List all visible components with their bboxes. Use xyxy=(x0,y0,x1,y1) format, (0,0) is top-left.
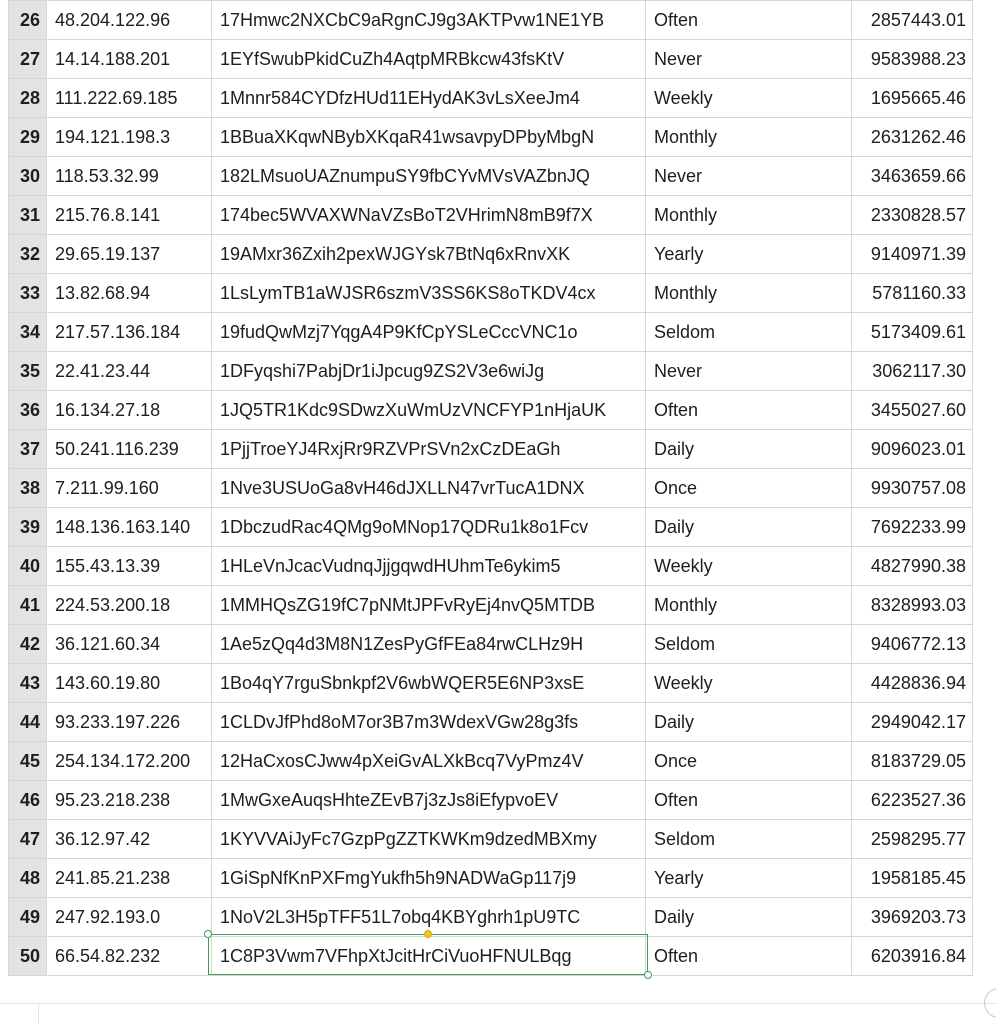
ip-cell[interactable]: 36.121.60.34 xyxy=(47,625,212,664)
row-number[interactable]: 49 xyxy=(9,898,47,937)
amount-cell[interactable]: 7692233.99 xyxy=(852,508,973,547)
row-number[interactable]: 39 xyxy=(9,508,47,547)
footer-divider xyxy=(0,1003,996,1004)
address-cell[interactable]: 1DbczudRac4QMg9oMNop17QDRu1k8o1Fcv xyxy=(212,508,646,547)
selection-handle-bottom-right[interactable] xyxy=(644,971,652,979)
ip-cell[interactable]: 36.12.97.42 xyxy=(47,820,212,859)
address-cell[interactable]: 1LsLymTB1aWJSR6szmV3SS6KS8oTKDV4cx xyxy=(212,274,646,313)
ip-cell[interactable]: 155.43.13.39 xyxy=(47,547,212,586)
table-row xyxy=(9,859,973,898)
row-number[interactable]: 46 xyxy=(9,781,47,820)
address-cell[interactable]: 1NoV2L3H5pTFF51L7obq4KBYghrh1pU9TC xyxy=(212,898,646,937)
table-row xyxy=(9,547,973,586)
address-cell[interactable]: 12HaCxosCJww4pXeiGvALXkBcq7VyPmz4V xyxy=(212,742,646,781)
frequency-cell[interactable]: Seldom xyxy=(646,313,852,352)
ip-cell[interactable]: 50.241.116.239 xyxy=(47,430,212,469)
table-row xyxy=(9,469,973,508)
row-number[interactable]: 27 xyxy=(9,40,47,79)
amount-cell[interactable]: 9096023.01 xyxy=(852,430,973,469)
frequency-cell[interactable]: Never xyxy=(646,352,852,391)
frequency-cell[interactable]: Monthly xyxy=(646,274,852,313)
table-row xyxy=(9,430,973,469)
amount-cell[interactable]: 9930757.08 xyxy=(852,469,973,508)
address-cell[interactable]: 17Hmwc2NXCbC9aRgnCJ9g3AKTPvw1NE1YB xyxy=(212,1,646,40)
table-row xyxy=(9,157,973,196)
ip-cell[interactable]: 224.53.200.18 xyxy=(47,586,212,625)
address-cell[interactable]: 1Ae5zQq4d3M8N1ZesPyGfFEa84rwCLHz9H xyxy=(212,625,646,664)
frequency-cell[interactable]: Daily xyxy=(646,430,852,469)
row-number[interactable]: 47 xyxy=(9,820,47,859)
ip-cell[interactable]: 22.41.23.44 xyxy=(47,352,212,391)
amount-cell[interactable]: 4428836.94 xyxy=(852,664,973,703)
frequency-cell[interactable]: Seldom xyxy=(646,625,852,664)
frequency-cell[interactable]: Seldom xyxy=(646,820,852,859)
address-cell[interactable]: 1DFyqshi7PabjDr1iJpcug9ZS2V3e6wiJg xyxy=(212,352,646,391)
selection-handle-top-left[interactable] xyxy=(204,930,212,938)
address-cell[interactable]: 1KYVVAiJyFc7GzpPgZZTKWKm9dzedMBXmy xyxy=(212,820,646,859)
row-number[interactable]: 48 xyxy=(9,859,47,898)
table-row xyxy=(9,586,973,625)
amount-cell[interactable]: 9140971.39 xyxy=(852,235,973,274)
ip-cell[interactable]: 148.136.163.140 xyxy=(47,508,212,547)
address-cell[interactable]: 1JQ5TR1Kdc9SDwzXuWmUzVNCFYP1nHjaUK xyxy=(212,391,646,430)
amount-cell[interactable]: 9583988.23 xyxy=(852,40,973,79)
address-cell[interactable]: 19fudQwMzj7YqgA4P9KfCpYSLeCccVNC1o xyxy=(212,313,646,352)
table-row xyxy=(9,820,973,859)
frequency-cell[interactable]: Monthly xyxy=(646,586,852,625)
frequency-cell[interactable]: Often xyxy=(646,937,852,976)
table-row xyxy=(9,703,973,742)
ip-cell[interactable]: 217.57.136.184 xyxy=(47,313,212,352)
table-row xyxy=(9,196,973,235)
address-cell[interactable]: 182LMsuoUAZnumpuSY9fbCYvMVsVAZbnJQ xyxy=(212,157,646,196)
amount-cell[interactable]: 6223527.36 xyxy=(852,781,973,820)
footer-tab-separator xyxy=(38,1004,39,1024)
frequency-cell[interactable]: Daily xyxy=(646,508,852,547)
spreadsheet-grid[interactable] xyxy=(8,0,973,976)
amount-cell[interactable]: 8183729.05 xyxy=(852,742,973,781)
table-row xyxy=(9,79,973,118)
ip-cell[interactable]: 215.76.8.141 xyxy=(47,196,212,235)
amount-cell[interactable]: 3455027.60 xyxy=(852,391,973,430)
ip-cell[interactable]: 29.65.19.137 xyxy=(47,235,212,274)
frequency-cell[interactable]: Yearly xyxy=(646,859,852,898)
address-cell[interactable]: 1C8P3Vwm7VFhpXtJcitHrCiVuoHFNULBqg xyxy=(212,937,646,976)
ip-cell[interactable]: 7.211.99.160 xyxy=(47,469,212,508)
table-row xyxy=(9,313,973,352)
ip-cell[interactable]: 14.14.188.201 xyxy=(47,40,212,79)
ip-cell[interactable]: 254.134.172.200 xyxy=(47,742,212,781)
row-number[interactable]: 40 xyxy=(9,547,47,586)
row-number[interactable]: 34 xyxy=(9,313,47,352)
address-cell[interactable]: 1PjjTroeYJ4RxjRr9RZVPrSVn2xCzDEaGh xyxy=(212,430,646,469)
table-row xyxy=(9,274,973,313)
row-number[interactable]: 36 xyxy=(9,391,47,430)
frequency-cell[interactable]: Weekly xyxy=(646,664,852,703)
frequency-cell[interactable]: Often xyxy=(646,781,852,820)
frequency-cell[interactable]: Monthly xyxy=(646,196,852,235)
frequency-cell[interactable]: Often xyxy=(646,1,852,40)
table-row xyxy=(9,1,973,40)
amount-cell[interactable]: 1958185.45 xyxy=(852,859,973,898)
frequency-cell[interactable]: Daily xyxy=(646,898,852,937)
table-row xyxy=(9,742,973,781)
row-number[interactable]: 31 xyxy=(9,196,47,235)
amount-cell[interactable]: 2598295.77 xyxy=(852,820,973,859)
address-cell[interactable]: 1MMHQsZG19fC7pNMtJPFvRyEj4nvQ5MTDB xyxy=(212,586,646,625)
table-row xyxy=(9,625,973,664)
frequency-cell[interactable]: Often xyxy=(646,391,852,430)
amount-cell[interactable]: 2949042.17 xyxy=(852,703,973,742)
address-cell[interactable]: 1Nve3USUoGa8vH46dJXLLN47vrTucA1DNX xyxy=(212,469,646,508)
row-number[interactable]: 26 xyxy=(9,1,47,40)
ip-cell[interactable]: 48.204.122.96 xyxy=(47,1,212,40)
row-number[interactable]: 35 xyxy=(9,352,47,391)
ip-cell[interactable]: 194.121.198.3 xyxy=(47,118,212,157)
address-cell[interactable]: 19AMxr36Zxih2pexWJGYsk7BtNq6xRnvXK xyxy=(212,235,646,274)
row-number[interactable]: 45 xyxy=(9,742,47,781)
address-cell[interactable]: 1CLDvJfPhd8oM7or3B7m3WdexVGw28g3fs xyxy=(212,703,646,742)
address-cell[interactable]: 1BBuaXKqwNBybXKqaR41wsavpyDPbyMbgN xyxy=(212,118,646,157)
amount-cell[interactable]: 4827990.38 xyxy=(852,547,973,586)
amount-cell[interactable]: 2330828.57 xyxy=(852,196,973,235)
row-number[interactable]: 33 xyxy=(9,274,47,313)
amount-cell[interactable]: 3463659.66 xyxy=(852,157,973,196)
amount-cell[interactable]: 2857443.01 xyxy=(852,1,973,40)
ip-cell[interactable]: 111.222.69.185 xyxy=(47,79,212,118)
frequency-cell[interactable]: Weekly xyxy=(646,547,852,586)
row-number[interactable]: 30 xyxy=(9,157,47,196)
row-number[interactable]: 43 xyxy=(9,664,47,703)
row-number[interactable]: 42 xyxy=(9,625,47,664)
ip-cell[interactable]: 95.23.218.238 xyxy=(47,781,212,820)
address-cell[interactable]: 1Bo4qY7rguSbnkpf2V6wbWQER5E6NP3xsE xyxy=(212,664,646,703)
row-number[interactable]: 44 xyxy=(9,703,47,742)
address-cell[interactable]: 1EYfSwubPkidCuZh4AqtpMRBkcw43fsKtV xyxy=(212,40,646,79)
row-number[interactable]: 50 xyxy=(9,937,47,976)
row-number[interactable]: 32 xyxy=(9,235,47,274)
address-cell[interactable]: 174bec5WVAXWNaVZsBoT2VHrimN8mB9f7X xyxy=(212,196,646,235)
ip-cell[interactable]: 118.53.32.99 xyxy=(47,157,212,196)
table-row xyxy=(9,781,973,820)
frequency-cell[interactable]: Weekly xyxy=(646,79,852,118)
frequency-cell[interactable]: Yearly xyxy=(646,235,852,274)
ip-cell[interactable]: 16.134.27.18 xyxy=(47,391,212,430)
ip-cell[interactable]: 247.92.193.0 xyxy=(47,898,212,937)
table-row xyxy=(9,40,973,79)
amount-cell[interactable]: 2631262.46 xyxy=(852,118,973,157)
amount-cell[interactable]: 6203916.84 xyxy=(852,937,973,976)
row-number[interactable]: 38 xyxy=(9,469,47,508)
amount-cell[interactable]: 3969203.73 xyxy=(852,898,973,937)
amount-cell[interactable]: 1695665.46 xyxy=(852,79,973,118)
frequency-cell[interactable]: Never xyxy=(646,157,852,196)
frequency-cell[interactable]: Monthly xyxy=(646,118,852,157)
frequency-cell[interactable]: Once xyxy=(646,742,852,781)
row-number[interactable]: 28 xyxy=(9,79,47,118)
ip-cell[interactable]: 93.233.197.226 xyxy=(47,703,212,742)
table-row xyxy=(9,391,973,430)
address-cell[interactable]: 1GiSpNfKnPXFmgYukfh5h9NADWaGp117j9 xyxy=(212,859,646,898)
amount-cell[interactable]: 8328993.03 xyxy=(852,586,973,625)
cell-selection-border xyxy=(208,934,648,975)
amount-cell[interactable]: 3062117.30 xyxy=(852,352,973,391)
selection-handle-top-mid[interactable] xyxy=(424,930,432,938)
amount-cell[interactable]: 5173409.61 xyxy=(852,313,973,352)
row-number[interactable]: 37 xyxy=(9,430,47,469)
amount-cell[interactable]: 5781160.33 xyxy=(852,274,973,313)
table-row xyxy=(9,235,973,274)
frequency-cell[interactable]: Never xyxy=(646,40,852,79)
frequency-cell[interactable]: Once xyxy=(646,469,852,508)
row-number[interactable]: 29 xyxy=(9,118,47,157)
row-number[interactable]: 41 xyxy=(9,586,47,625)
table-row xyxy=(9,664,973,703)
address-cell[interactable]: 1MwGxeAuqsHhteZEvB7j3zJs8iEfypvoEV xyxy=(212,781,646,820)
resize-corner-icon[interactable] xyxy=(984,988,996,1018)
ip-cell[interactable]: 241.85.21.238 xyxy=(47,859,212,898)
table-row xyxy=(9,898,973,937)
amount-cell[interactable]: 9406772.13 xyxy=(852,625,973,664)
address-cell[interactable]: 1HLeVnJcacVudnqJjjgqwdHUhmTe6ykim5 xyxy=(212,547,646,586)
ip-cell[interactable]: 143.60.19.80 xyxy=(47,664,212,703)
data-table xyxy=(8,0,973,976)
table-row xyxy=(9,508,973,547)
frequency-cell[interactable]: Daily xyxy=(646,703,852,742)
ip-cell[interactable]: 66.54.82.232 xyxy=(47,937,212,976)
ip-cell[interactable]: 13.82.68.94 xyxy=(47,274,212,313)
table-row xyxy=(9,352,973,391)
address-cell[interactable]: 1Mnnr584CYDfzHUd11EHydAK3vLsXeeJm4 xyxy=(212,79,646,118)
table-row xyxy=(9,118,973,157)
